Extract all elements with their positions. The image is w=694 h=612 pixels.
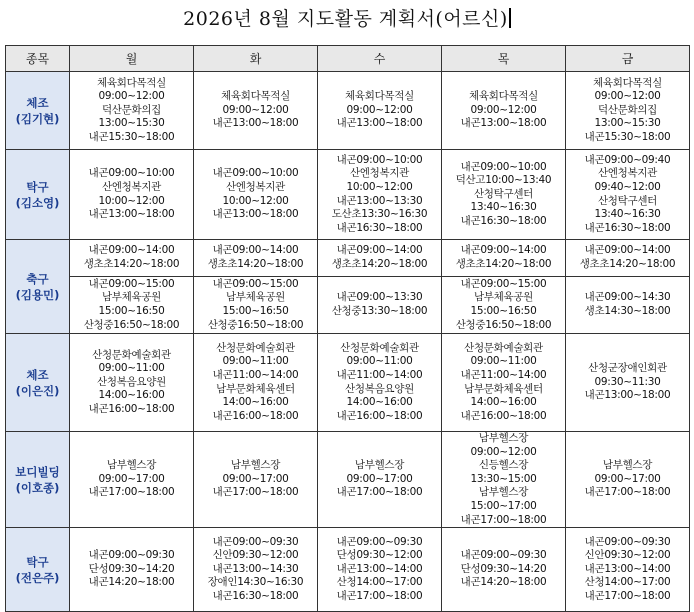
schedule-entry: 09:00~17:00 xyxy=(594,472,661,485)
schedule-entry: 내곤17:00~18:00 xyxy=(336,486,423,499)
schedule-entry: 산청중13:30~18:00 xyxy=(331,305,428,317)
schedule-entry: 내곤13:00~14:00 xyxy=(584,562,671,575)
schedule-entry: 10:00~12:00 xyxy=(222,194,289,207)
schedule-entry: 산엔청복지관 xyxy=(225,180,286,193)
header-row xyxy=(6,46,690,72)
schedule-entry: 남부문화체육센터 xyxy=(216,382,295,395)
schedule-entry: 15:00~16:50 xyxy=(470,305,537,317)
schedule-cell xyxy=(70,150,194,240)
schedule-entry: 내곤14:20~18:00 xyxy=(460,576,547,589)
header-monday: 월 xyxy=(70,46,194,72)
table-row xyxy=(6,72,690,150)
schedule-entry: 09:00~11:00 xyxy=(470,355,537,368)
schedule-entry: 내곤16:00~18:00 xyxy=(460,409,547,422)
schedule-cell xyxy=(70,334,194,432)
schedule-entry: 14:00~16:00 xyxy=(470,396,537,409)
schedule-entry: 남부체육공원 xyxy=(473,291,534,304)
schedule-entry: 산청문화예술회관 xyxy=(92,348,171,361)
schedule-cell xyxy=(70,432,194,528)
schedule-entry: 13:40~16:30 xyxy=(594,208,661,221)
schedule-entry: 생초초14:20~18:00 xyxy=(455,258,552,270)
title-text: 2026년 8월 지도활동 계획서(어르신) xyxy=(183,8,508,30)
instructor-name: (김기현) xyxy=(15,111,60,126)
schedule-entry: 산청문화예술회관 xyxy=(464,341,543,354)
schedule-entry: 내곤16:00~18:00 xyxy=(88,402,175,415)
schedule-cell xyxy=(442,150,566,240)
instructor-name: (이호종) xyxy=(15,480,60,495)
schedule-cell xyxy=(566,432,690,528)
schedule-entry: 신안09:30~12:00 xyxy=(584,549,671,562)
category-cell xyxy=(6,432,70,528)
schedule-entry: 내곤09:00~14:30 xyxy=(584,291,671,304)
schedule-entry: 내곤15:30~18:00 xyxy=(584,130,671,143)
schedule-cell xyxy=(442,240,566,277)
category-cell xyxy=(6,72,70,150)
schedule-entry: 체육회다목적실 xyxy=(345,90,414,103)
schedule-entry: 도산초13:30~16:30 xyxy=(331,208,428,221)
schedule-entry: 09:00~17:00 xyxy=(346,472,413,485)
schedule-entry: 생초초14:20~18:00 xyxy=(207,258,304,270)
schedule-entry: 내곤09:00~14:00 xyxy=(336,244,423,257)
schedule-entry: 체육회다목적실 xyxy=(97,76,166,89)
header-friday: 금 xyxy=(566,46,690,72)
category-cell xyxy=(6,528,70,612)
schedule-entry: 내곤16:30~18:00 xyxy=(584,221,671,234)
schedule-entry: 내곤09:00~14:00 xyxy=(460,244,547,257)
schedule-cell xyxy=(194,334,318,432)
schedule-cell xyxy=(194,528,318,612)
category-cell xyxy=(6,150,70,240)
schedule-cell xyxy=(566,150,690,240)
schedule-cell xyxy=(318,72,442,150)
schedule-entry: 남부헬스장 xyxy=(478,432,529,444)
schedule-entry: 산청14:00~17:00 xyxy=(336,576,423,589)
schedule-entry: 09:00~12:00 xyxy=(594,90,661,103)
schedule-entry: 내곤16:00~18:00 xyxy=(336,409,423,422)
schedule-entry: 산청탁구센터 xyxy=(473,187,534,200)
schedule-cell xyxy=(318,277,442,334)
schedule-cell xyxy=(194,277,318,334)
schedule-cell xyxy=(194,240,318,277)
schedule-entry: 09:00~12:00 xyxy=(98,90,165,103)
schedule-entry: 남부헬스장 xyxy=(478,486,529,499)
schedule-cell xyxy=(70,240,194,277)
schedule-body xyxy=(6,72,690,612)
instructor-name: (김용민) xyxy=(15,287,60,302)
header-category: 종목 xyxy=(6,46,70,72)
schedule-entry: 내곤09:00~13:30 xyxy=(336,291,423,304)
schedule-entry: 내곤16:30~18:00 xyxy=(336,221,423,234)
schedule-entry: 체육회다목적실 xyxy=(469,90,538,103)
schedule-entry: 남부체육공원 xyxy=(101,291,162,304)
schedule-entry: 내곤09:00~10:00 xyxy=(460,160,547,173)
schedule-entry: 내곤14:20~18:00 xyxy=(88,576,175,589)
schedule-entry: 10:00~12:00 xyxy=(346,180,413,193)
schedule-cell xyxy=(70,528,194,612)
schedule-entry: 산청군장애인회관 xyxy=(588,362,667,375)
schedule-entry: 내곤16:30~18:00 xyxy=(212,590,299,603)
schedule-entry: 09:30~11:30 xyxy=(594,375,661,388)
schedule-entry: 내곤09:00~09:30 xyxy=(584,535,671,548)
table-row xyxy=(6,528,690,612)
schedule-entry: 내곤13:00~13:30 xyxy=(336,194,423,207)
instructor-name: (이은진) xyxy=(15,383,60,398)
schedule-entry: 09:00~11:00 xyxy=(222,355,289,368)
schedule-entry: 내곤17:00~18:00 xyxy=(584,486,671,499)
schedule-entry: 남부헬스장 xyxy=(354,459,405,472)
document-title xyxy=(0,4,694,34)
instructor-name: (전은주) xyxy=(15,570,60,585)
schedule-entry: 생초초14:20~18:00 xyxy=(579,258,676,270)
schedule-entry: 내곤11:00~14:00 xyxy=(212,368,299,381)
schedule-entry: 덕산문화의집 xyxy=(597,103,658,116)
schedule-entry: 내곤09:00~09:30 xyxy=(212,535,299,548)
schedule-entry: 13:40~16:30 xyxy=(470,201,537,214)
schedule-entry: 내곤17:00~18:00 xyxy=(460,513,547,526)
schedule-entry: 체육회다목적실 xyxy=(593,76,662,89)
schedule-entry: 산엔청복지관 xyxy=(349,167,410,180)
schedule-entry: 체육회다목적실 xyxy=(221,90,290,103)
schedule-cell xyxy=(442,528,566,612)
schedule-entry: 산청복음요양원 xyxy=(97,375,166,388)
schedule-entry: 남부헬스장 xyxy=(106,459,157,472)
schedule-entry: 내곤17:00~18:00 xyxy=(88,486,175,499)
schedule-entry: 단성09:30~14:20 xyxy=(88,562,175,575)
schedule-cell xyxy=(70,72,194,150)
instructor-name: (김소영) xyxy=(15,195,60,210)
schedule-table xyxy=(5,45,690,612)
schedule-entry: 내곤11:00~14:00 xyxy=(460,368,547,381)
schedule-entry: 단성09:30~12:00 xyxy=(336,549,423,562)
schedule-entry: 장애인14:30~16:30 xyxy=(207,576,304,589)
schedule-entry: 09:00~11:00 xyxy=(346,355,413,368)
schedule-entry: 내곤17:00~18:00 xyxy=(336,590,423,603)
schedule-entry: 14:00~16:00 xyxy=(222,396,289,409)
schedule-entry: 산엔청복지관 xyxy=(597,167,658,180)
schedule-cell xyxy=(194,72,318,150)
schedule-entry: 09:00~12:00 xyxy=(222,103,289,116)
schedule-cell xyxy=(566,72,690,150)
schedule-entry: 내곤13:00~18:00 xyxy=(336,117,423,130)
schedule-cell xyxy=(566,277,690,334)
schedule-entry: 남부체육공원 xyxy=(225,291,286,304)
table-row xyxy=(6,240,690,277)
table-row xyxy=(6,432,690,528)
schedule-entry: 단성09:30~14:20 xyxy=(460,562,547,575)
schedule-entry: 09:00~12:00 xyxy=(346,103,413,116)
schedule-entry: 내곤09:00~09:30 xyxy=(336,535,423,548)
schedule-cell xyxy=(442,432,566,528)
schedule-entry: 남부문화체육센터 xyxy=(464,382,543,395)
schedule-entry: 산청중16:50~18:00 xyxy=(83,318,180,331)
schedule-entry: 13:30~15:00 xyxy=(470,472,537,485)
category-cell xyxy=(6,240,70,334)
schedule-entry: 내곤15:30~18:00 xyxy=(88,130,175,143)
schedule-entry: 09:00~17:00 xyxy=(98,472,165,485)
schedule-entry: 15:00~17:00 xyxy=(470,499,537,512)
schedule-entry: 신안09:30~12:00 xyxy=(212,549,299,562)
schedule-entry: 신등헬스장 xyxy=(478,459,529,472)
schedule-cell xyxy=(318,150,442,240)
schedule-entry: 생초초14:20~18:00 xyxy=(331,258,428,270)
table-row xyxy=(6,150,690,240)
header-thursday: 목 xyxy=(442,46,566,72)
schedule-cell xyxy=(318,528,442,612)
table-row xyxy=(6,277,690,334)
schedule-cell xyxy=(566,334,690,432)
schedule-cell xyxy=(442,334,566,432)
schedule-entry: 09:40~12:00 xyxy=(594,180,661,193)
schedule-entry: 내곤13:00~18:00 xyxy=(88,208,175,221)
schedule-entry: 14:00~16:00 xyxy=(346,396,413,409)
category-cell xyxy=(6,334,70,432)
schedule-cell xyxy=(318,432,442,528)
schedule-cell xyxy=(318,240,442,277)
schedule-entry: 내곤09:00~10:00 xyxy=(88,167,175,180)
schedule-cell xyxy=(318,334,442,432)
schedule-entry: 09:00~12:00 xyxy=(470,103,537,116)
schedule-entry: 내곤11:00~14:00 xyxy=(336,368,423,381)
table-row xyxy=(6,334,690,432)
schedule-entry: 내곤16:00~18:00 xyxy=(212,409,299,422)
schedule-entry: 산청문화예술회관 xyxy=(340,341,419,354)
schedule-entry: 내곤09:00~14:00 xyxy=(584,244,671,257)
schedule-entry: 내곤09:00~10:00 xyxy=(336,153,423,166)
schedule-entry: 생초초14:20~18:00 xyxy=(83,258,180,270)
schedule-entry: 내곤13:00~18:00 xyxy=(460,117,547,130)
schedule-entry: 내곤09:00~09:30 xyxy=(88,549,175,562)
schedule-entry: 내곤09:00~14:00 xyxy=(88,244,175,257)
sport-name: 체조 xyxy=(26,367,49,382)
schedule-entry: 내곤17:00~18:00 xyxy=(584,590,671,603)
schedule-entry: 13:00~15:30 xyxy=(98,117,165,130)
schedule-entry: 산청14:00~17:00 xyxy=(584,576,671,589)
schedule-entry: 산청중16:50~18:00 xyxy=(455,318,552,331)
schedule-entry: 14:00~16:00 xyxy=(98,389,165,402)
schedule-entry: 내곤09:00~15:00 xyxy=(212,277,299,290)
schedule-entry: 산엔청복지관 xyxy=(101,180,162,193)
sport-name: 탁구 xyxy=(26,179,49,194)
schedule-entry: 내곤09:00~09:40 xyxy=(584,153,671,166)
schedule-entry: 덕산문화의집 xyxy=(101,103,162,116)
header-wednesday: 수 xyxy=(318,46,442,72)
schedule-entry: 내곤13:00~18:00 xyxy=(584,389,671,402)
schedule-entry: 생초14:30~18:00 xyxy=(584,305,671,317)
schedule-cell xyxy=(70,277,194,334)
schedule-entry: 산청중16:50~18:00 xyxy=(207,318,304,331)
schedule-entry: 산청문화예술회관 xyxy=(216,341,295,354)
schedule-entry: 산청복음요양원 xyxy=(345,382,414,395)
sport-name: 체조 xyxy=(26,95,49,110)
sport-name: 보디빌딩 xyxy=(15,464,60,479)
sport-name: 축구 xyxy=(26,271,49,286)
schedule-entry: 산청탁구센터 xyxy=(597,194,658,207)
schedule-entry: 내곤13:00~18:00 xyxy=(212,208,299,221)
schedule-entry: 09:00~17:00 xyxy=(222,472,289,485)
schedule-entry: 남부헬스장 xyxy=(230,459,281,472)
schedule-entry: 남부헬스장 xyxy=(602,459,653,472)
schedule-entry: 덕산고10:00~13:40 xyxy=(455,174,552,187)
schedule-entry: 내곤09:00~15:00 xyxy=(460,277,547,290)
schedule-entry: 내곤13:00~18:00 xyxy=(212,117,299,130)
sport-name: 탁구 xyxy=(26,554,49,569)
schedule-entry: 10:00~12:00 xyxy=(98,194,165,207)
schedule-entry: 내곤09:00~10:00 xyxy=(212,167,299,180)
schedule-cell xyxy=(566,528,690,612)
schedule-cell xyxy=(442,72,566,150)
schedule-entry: 내곤13:00~14:30 xyxy=(212,562,299,575)
header-tuesday: 화 xyxy=(194,46,318,72)
schedule-cell xyxy=(194,150,318,240)
schedule-cell xyxy=(194,432,318,528)
schedule-cell xyxy=(566,240,690,277)
schedule-entry: 09:00~12:00 xyxy=(470,445,537,458)
schedule-entry: 내곤09:00~15:00 xyxy=(88,277,175,290)
text-cursor xyxy=(509,8,511,28)
schedule-entry: 13:00~15:30 xyxy=(594,117,661,130)
schedule-cell xyxy=(442,277,566,334)
schedule-entry: 내곤09:00~09:30 xyxy=(460,549,547,562)
schedule-entry: 내곤09:00~14:00 xyxy=(212,244,299,257)
schedule-entry: 내곤16:30~18:00 xyxy=(460,214,547,227)
schedule-entry: 09:00~11:00 xyxy=(98,362,165,375)
schedule-entry: 15:00~16:50 xyxy=(222,305,289,317)
schedule-entry: 15:00~16:50 xyxy=(98,305,165,317)
schedule-entry: 내곤17:00~18:00 xyxy=(212,486,299,499)
schedule-entry: 내곤13:00~14:00 xyxy=(336,562,423,575)
